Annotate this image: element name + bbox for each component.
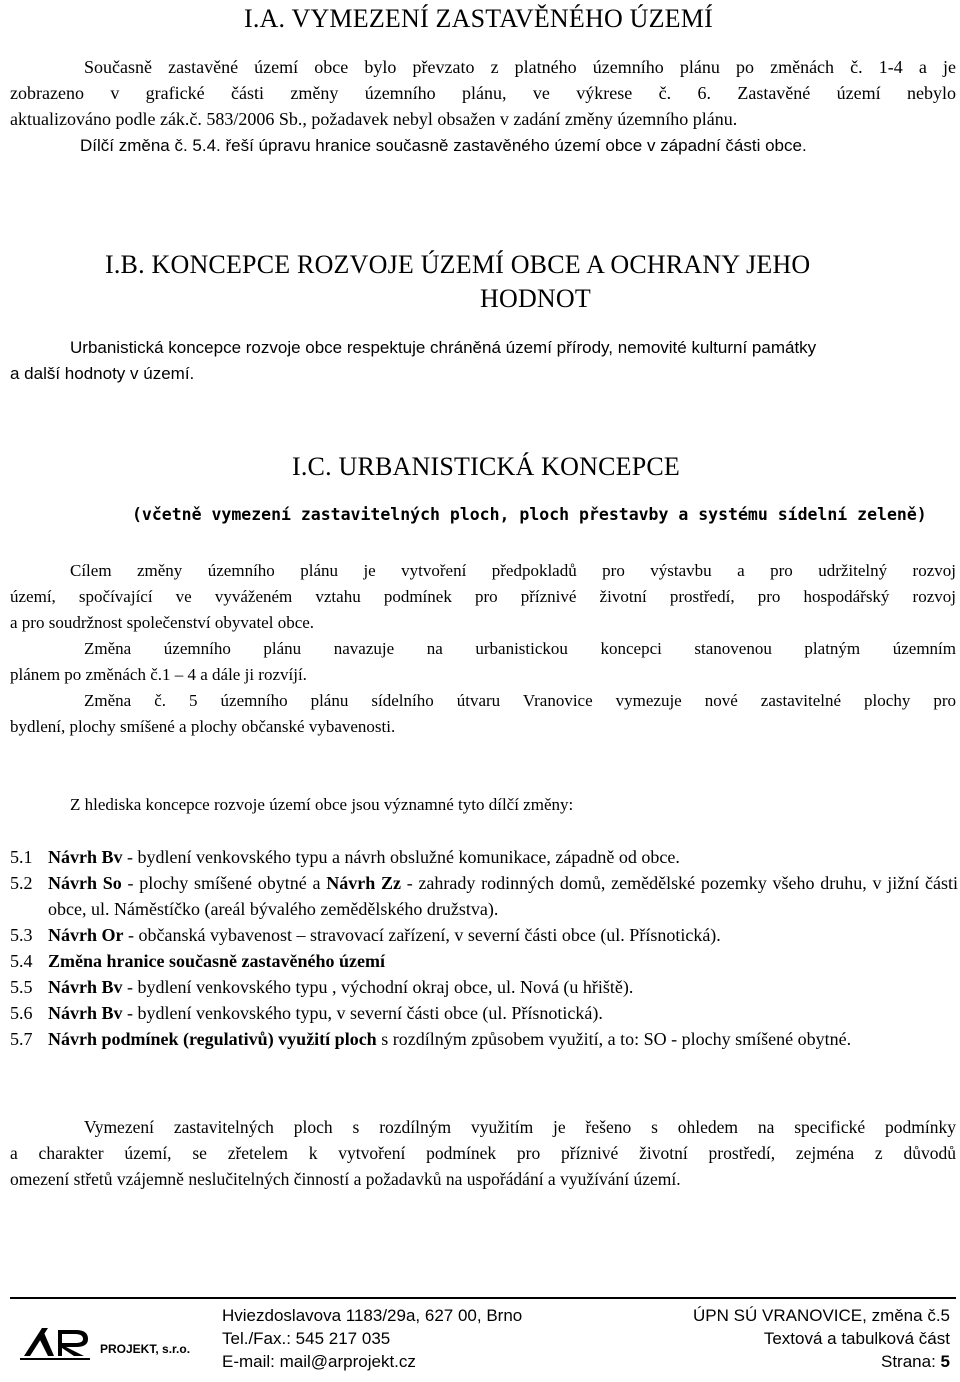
section-c-p3-line-1: Změna č. 5 územního plánu sídelního útvaru Vranovice vymezuje nové zastavitelné plochy pro — [84, 691, 956, 710]
section-a-line-2: zobrazeno v grafické části změny územního plánu, ve výkrese č. 6. Zastavěné území nebylo — [10, 83, 956, 103]
list-item-number: 5.1 — [10, 847, 33, 867]
section-c-p1-line-2: území, spočívající ve vyváženém vztahu podmínek pro příznivé životní prostředí, pro hospodářský rozvoj — [10, 587, 956, 606]
section-b-title-cont: HODNOT — [480, 284, 591, 313]
list-item — [10, 870, 958, 922]
list-intro: Z hlediska koncepce rozvoje území obce jsou významné tyto dílčí změny: — [70, 795, 574, 814]
footer-page — [881, 1352, 950, 1372]
section-c-p2-line-1: Změna územního plánu navazuje na urbanistickou koncepci stanovenou platným územním — [84, 639, 956, 658]
list-item-text: - občanská vybavenost – stravovací zařízení, v severní části obce (ul. Přísnotická). — [123, 925, 721, 945]
list-item-number: 5.3 — [10, 925, 33, 945]
list-item-keyword: Návrh Or — [48, 925, 124, 945]
list-item-number: 5.5 — [10, 977, 33, 997]
list-item-text-2: - zahrady rodinných domů, zemědělské pozemky všeho druhu, v jižní části obce, ul. Náměstíčko (areál bývalého zemědělského družstva). — [48, 873, 958, 919]
list-item-text: - bydlení venkovského typu a návrh obslužné komunikace, západně od obce. — [122, 847, 680, 867]
list-item-keyword-2: Návrh Zz — [326, 873, 401, 893]
section-a-line-1: Současně zastavěné území obce bylo převzato z platného územního plánu po změnách č. 1-4 a je — [84, 57, 956, 77]
footer-page-label: Strana: — [880, 1352, 941, 1371]
footer-email: E-mail: mail@arprojekt.cz — [222, 1352, 416, 1371]
footer-address: Hviezdoslavova 1183/29a, 627 00, Brno — [222, 1306, 523, 1325]
section-b-line-1: Urbanistická koncepce rozvoje obce respektuje chráněná území přírody, nemovité kulturní památky — [70, 338, 817, 357]
list-item-keyword: Změna hranice současně zastavěného území — [48, 951, 385, 971]
section-c-p3-line-2: bydlení, plochy smíšené a plochy občanské vybavenosti. — [10, 717, 396, 736]
section-c-p2-line-2: plánem po změnách č.1 – 4 a dále ji rozvíjí. — [10, 665, 307, 684]
list-item-keyword: Návrh podmínek (regulativů) využití ploch — [48, 1029, 377, 1049]
footer-doc-title: ÚPN SÚ VRANOVICE, změna č.5 — [693, 1306, 950, 1325]
section-a-line-3: aktualizováno podle zák.č. 583/2006 Sb., požadavek nebyl obsažen v zadání změny územního plánu. — [10, 109, 738, 129]
closing-line-2: a charakter území, se zřetelem k vytvoření podmínek pro příznivé životní prostředí, zejména z důvodů — [10, 1143, 956, 1163]
list-item-keyword: Návrh So — [48, 873, 122, 893]
list-item-text: - bydlení venkovského typu, v severní části obce (ul. Přísnotická). — [122, 1003, 603, 1023]
list-item-text: - plochy smíšené obytné a — [121, 873, 327, 893]
section-a-title: I.A. VYMEZENÍ ZASTAVĚNÉHO ÚZEMÍ — [244, 4, 713, 33]
section-c-p1-line-3: a pro soudržnost společenství obyvatel obce. — [10, 613, 315, 632]
list-item-number: 5.7 — [10, 1029, 33, 1049]
section-c-subtitle: (včetně vymezení zastavitelných ploch, ploch přestavby a systému sídelní zeleně) — [132, 505, 927, 524]
list-item-number: 5.4 — [10, 951, 33, 971]
list-item-keyword: Návrh Bv — [48, 1003, 123, 1023]
section-c-p1-line-1: Cílem změny územního plánu je vytvoření předpokladů pro výstavbu a pro udržitelný rozvoj — [70, 561, 956, 580]
list-item-number: 5.6 — [10, 1003, 33, 1023]
section-b-line-2: a další hodnoty v území. — [10, 364, 195, 383]
closing-line-3: omezení střetů vzájemně neslučitelných činností a požadavků na uspořádání a využívání území. — [10, 1169, 681, 1189]
list-item-text: - bydlení venkovského typu , východní okraj obce, ul. Nová (u hřiště). — [122, 977, 634, 997]
list-item-keyword: Návrh Bv — [48, 847, 123, 867]
company-logo — [18, 1322, 218, 1362]
footer-phone: Tel./Fax.: 545 217 035 — [222, 1329, 391, 1348]
footer-rule — [10, 1297, 956, 1299]
section-b-title: I.B. KONCEPCE ROZVOJE ÚZEMÍ OBCE A OCHRANY JEHO — [105, 250, 811, 279]
footer-page-number: 5 — [940, 1352, 950, 1371]
logo-text: PROJEKT, s.r.o. — [100, 1342, 191, 1356]
section-a-line-4: Dílčí změna č. 5.4. řeší úpravu hranice současně zastavěného území obce v západní části obce. — [80, 136, 807, 155]
footer-doc-part: Textová a tabulková část — [763, 1329, 950, 1348]
section-c-title: I.C. URBANISTICKÁ KONCEPCE — [292, 452, 681, 481]
list-item — [10, 1026, 958, 1078]
list-item-text: s rozdílným způsobem využití, a to: SO - plochy smíšené obytné. — [376, 1029, 852, 1049]
list-item-keyword: Návrh Bv — [48, 977, 123, 997]
closing-line-1: Vymezení zastavitelných ploch s rozdílným využitím je řešeno s ohledem na specifické podmínky — [84, 1117, 956, 1137]
list-item-number: 5.2 — [10, 873, 33, 893]
